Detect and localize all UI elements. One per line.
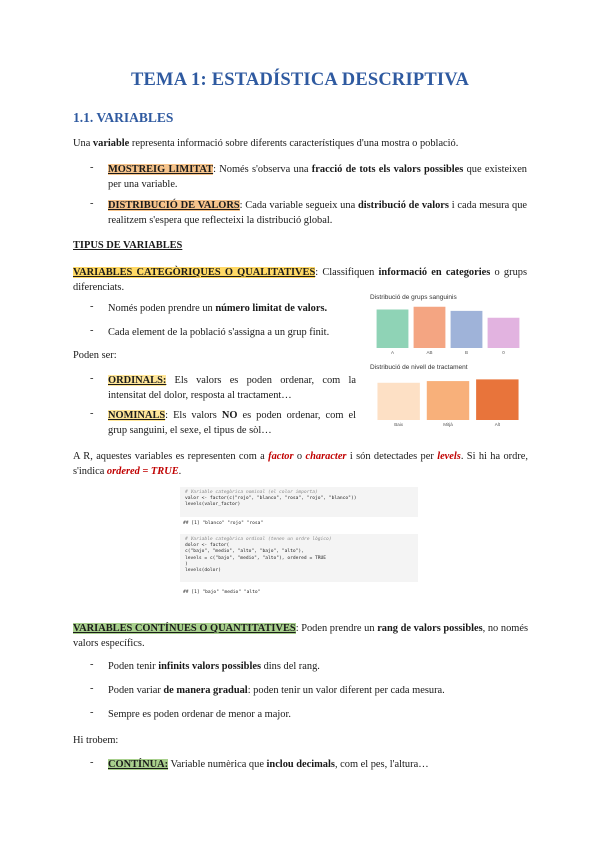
text: : Els valors — [165, 410, 222, 421]
highlight-nominals: NOMINALS — [108, 410, 166, 421]
code-line: levels(valor_factor) — [185, 502, 241, 508]
bullet-continua — [108, 757, 528, 772]
bold-text: fracció de tots els valors possibles — [311, 164, 464, 175]
bold-text: número limitat de valors. — [215, 303, 328, 314]
charts-svg — [366, 290, 526, 430]
bullet-dash: - — [90, 325, 94, 336]
bullet-dash: - — [90, 659, 94, 670]
chart2-bar-Mitjà — [427, 381, 469, 420]
charts-figure — [366, 290, 526, 430]
text: : Cada variable segueix una — [239, 200, 358, 211]
text: Poden tenir — [108, 661, 159, 672]
bullet-ordinals — [108, 373, 356, 403]
text: Només poden prendre un — [108, 303, 216, 314]
page-title: TEMA 1: ESTADÍSTICA DESCRIPTIVA — [130, 70, 470, 90]
code-line: levels(dolor) — [185, 568, 221, 574]
chart1-bar-0 — [488, 318, 520, 348]
chart2-tick-label: Alt — [494, 422, 500, 427]
code-line: # Variable categòrica ordinal (tenen un ordre lògico) — [185, 537, 332, 542]
chart1-bar-A — [377, 310, 409, 349]
keyword-ordered: ordered = TRUE — [106, 466, 179, 477]
poden-ser: Poden ser: — [73, 350, 117, 361]
text: , no només valors específics. — [73, 623, 529, 649]
bold-text: NO — [221, 410, 238, 421]
text: Variable numèrica que — [168, 759, 267, 770]
keyword-character: character — [305, 451, 347, 462]
term-variable: variable — [92, 138, 130, 149]
code-line: # Variable categòrica nominal (el color importa) — [185, 490, 318, 495]
highlight-continues: VARIABLES CONTÍNUES O QUANTITATIVES — [73, 623, 296, 634]
bold-text: infinits valors possibles — [158, 661, 261, 672]
text: : Classifiquen — [315, 267, 379, 278]
text: i cada mesura que realitzem s'espera que reflecteixi la distribució global. — [108, 200, 527, 226]
bullet-dash: - — [90, 683, 94, 694]
text: : Només s'observa una — [213, 164, 312, 175]
code-line: dolor <- factor( — [185, 543, 230, 549]
bullet-dash: - — [90, 707, 94, 718]
bullet-ordenar: Sempre es poden ordenar de menor a major. — [108, 709, 291, 720]
text: i són detectades per — [346, 451, 438, 462]
continues-paragraph — [73, 621, 528, 651]
text: dins del rang. — [261, 661, 320, 672]
bullet-infinits — [108, 659, 528, 674]
bullet-dash: - — [90, 162, 94, 173]
highlight-mostreig: MOSTREIG LIMITAT — [108, 164, 214, 175]
text: . — [178, 466, 182, 477]
text: Els valors es poden ordenar, com la intensitat del dolor, resposta al tractament… — [108, 375, 356, 401]
chart2-bar-Alt — [476, 379, 518, 420]
code-block-1-text — [185, 490, 415, 509]
keyword-levels: levels — [437, 451, 461, 462]
text: A R, aquestes variables es representen com a — [73, 451, 269, 462]
bullet-limitat — [108, 301, 368, 316]
text: : Poden prendre un — [295, 623, 378, 634]
bullet-grup-finit: Cada element de la població s'assigna a un grup finit. — [108, 327, 330, 338]
text: que existeixen per una variable. — [108, 164, 527, 190]
code-line: c("bajo", "medio", "alto", "bajo", "alto"), — [185, 549, 304, 555]
chart1-tick-label: 0 — [502, 350, 505, 355]
highlight-categoriques: VARIABLES CATEGÒRIQUES O QUALITATIVES — [73, 267, 316, 278]
text: o — [293, 451, 306, 462]
text: es poden ordenar, com el grup sanguini, el sexe, el tipus de sòl… — [108, 410, 356, 436]
bullet-dash: - — [90, 757, 94, 768]
section-heading: 1.1. VARIABLES — [73, 110, 174, 125]
highlight-continua: CONTÍNUA: — [108, 759, 169, 770]
bullet-dash: - — [90, 373, 94, 384]
text: Poden variar — [108, 685, 164, 696]
subheading-tipus: TIPUS DE VARIABLES — [73, 240, 183, 251]
code-block-2-text — [185, 537, 415, 574]
code-line: levels = c("bajo", "medio", "alto"), ordered = TRUE — [185, 555, 327, 561]
bold-text: inclou decimals — [266, 759, 335, 770]
hi-trobem: Hi trobem: — [73, 735, 119, 746]
code-output-2: ## [1] "bajo" "medio" "alto" — [183, 590, 261, 595]
r-paragraph — [73, 449, 528, 479]
chart1-tick-label: A — [390, 350, 395, 355]
keyword-factor: factor — [268, 451, 294, 462]
chart1-tick-label: AB — [426, 350, 433, 355]
bullet-mostreig — [108, 162, 527, 192]
code-output-1: ## [1] "blanco" "rojo" "rosa" — [183, 521, 264, 526]
intro-paragraph — [73, 136, 533, 151]
chart2-title: Distribució de nivell de tractament — [370, 364, 468, 371]
bullet-dash: - — [90, 408, 94, 419]
text: . Si hi ha ordre, s'indica — [73, 451, 528, 477]
bold-text: de manera gradual — [163, 685, 248, 696]
code-line: ) — [185, 561, 188, 567]
bullet-dash: - — [90, 198, 94, 209]
text: , com el pes, l'altura… — [334, 759, 429, 770]
bold-text: distribució de valors — [357, 200, 449, 211]
chart1-bar-B — [451, 311, 483, 348]
chart2-tick-label: Baix — [394, 422, 404, 427]
bold-text: informació en categories — [378, 267, 491, 278]
bullet-nominals — [108, 408, 356, 438]
bold-text: rang de valors possibles — [377, 623, 483, 634]
bullet-dash: - — [90, 301, 94, 312]
bullet-gradual — [108, 683, 528, 698]
text: : poden tenir un valor diferent per cada mesura. — [247, 685, 445, 696]
text: representa informació sobre diferents característiques d'una mostra o població. — [129, 138, 459, 149]
chart2-tick-label: Mitjà — [443, 422, 453, 427]
chart2-bar-Baix — [377, 383, 419, 420]
text: o grups diferenciats. — [73, 267, 527, 293]
chart1-bar-AB — [414, 307, 446, 348]
chart1-title: Distribució de grups sanguinis — [370, 294, 457, 301]
highlight-ordinals: ORDINALS: — [108, 375, 167, 386]
text: Una — [73, 138, 93, 149]
code-line: valor <- factor(c("rojo", "blanco", "rosa", "rojo", "blanco")) — [185, 496, 357, 502]
highlight-distribucio: DISTRIBUCIÓ DE VALORS — [108, 200, 240, 211]
chart1-tick-label: B — [464, 350, 469, 355]
bullet-distribucio — [108, 198, 527, 228]
